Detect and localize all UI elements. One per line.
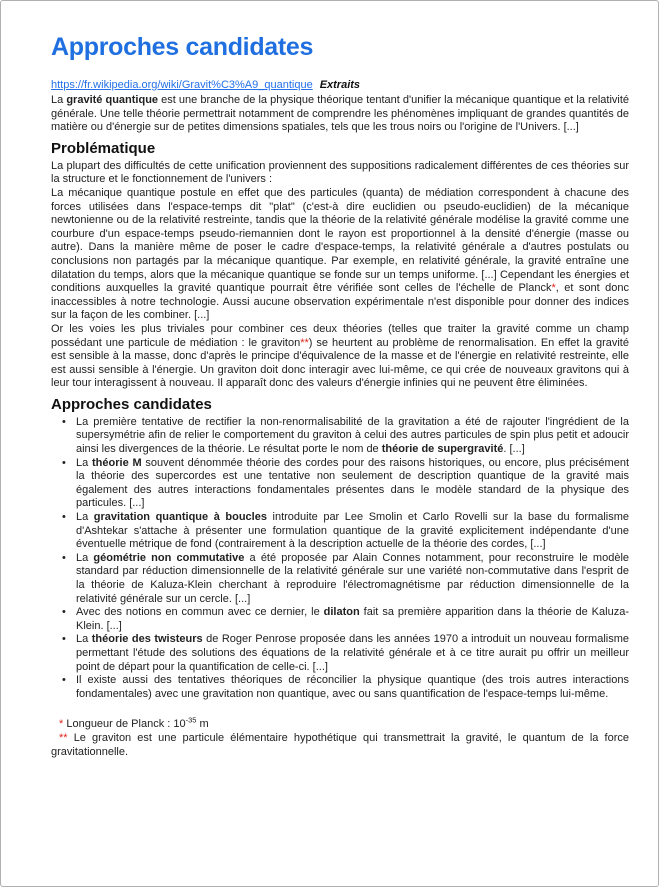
heading-problematique: Problématique — [51, 139, 156, 157]
approach-item: • La géométrie non commutative a été proposée par Alain Connes notamment, pour reconstruire le modèle standard par réduction dimensionnelle de la relativité générale sur une variété non-commutative dans l'esprit de la théorie de Kaluza-Klein cherchant à reproduire l'électromagnétisme par réduction dimensionnelle de la relativité générale sur un cercle. [...] — [51, 552, 629, 606]
paragraph-mecanique: La mécanique quantique postule en effet que des particules (quanta) de médiation correspondent à chacune des forces utilisées dans l'espace-temps dit "plat" (c'est-à dire euclidien ou pseudo-euclidien) de la mécanique newtonienne ou de la relativité restreinte, tandis que la théorie de la relativité générale modélise la gravité comme une courbure d'un espace-temps pseudo-riemannien dont le rayon est proportionnel à la densité d'énergie (masse ou autre). Dans la manière même de poser le cadre d'espace-temps, la relativité générale a d'autres postulats ou conclusions non partagés par la mécanique quantique. Par exemple, en relativité générale, la gravité entraîne une dilatation du temps, alors que la mécanique quantique se fonde sur un temps uniforme. [...] Cependant les énergies et conditions auxquelles la gravité quantique pourrait être vérifiée sont celles de l'échelle de Planck*, et sont donc inaccessibles à notre technologie. Aussi aucune observation expérimentale n'est disponible pour donner des indices sur la façon de les combiner. [...] — [51, 186, 629, 322]
approach-item: • La théorie des twisteurs de Roger Penrose proposée dans les années 1970 a introduit un nouveau formalisme permettant l'étude des solutions des équations de la relativité générale et à ce titre aurait pu offrir un meilleur point de départ pour la quantification de celle-ci. [...] — [51, 633, 629, 674]
extraits-label: Extraits — [319, 79, 361, 91]
page-title: Approches candidates — [51, 33, 314, 61]
footnote-graviton: ** Le graviton est une particule élémentaire hypothétique qui transmettrait la gravité, le quantum de la force gravitationnelle. — [51, 731, 629, 758]
approach-item: • La théorie M souvent dénommée théorie des cordes pour des raisons historiques, ou encore, plus précisément la théorie des supercordes est une tentative non seulement de description quantique de la gravité mais également des autres interactions fondamentales présentes dans le modèle standard de la physique des particules. [...] — [51, 457, 629, 511]
approach-item: • La gravitation quantique à boucles introduite par Lee Smolin et Carlo Rovelli sur la base du formalisme d'Ashtekar s'attache à présenter une formulation quantique de la gravité explicitement indépendante d'une éventuelle métrique de fond (contrairement à la description actuelle de la théorie des cordes, [...] — [51, 511, 629, 552]
approach-item: • Il existe aussi des tentatives théoriques de réconcilier la physique quantique (des trois autres interactions fondamentales) avec une gravitation non quantique, avec ou sans quantification de l'espace-temps lui-même. — [51, 674, 629, 701]
source-line — [51, 78, 629, 92]
intro-paragraph: La gravité quantique est une branche de la physique théorique tentant d'unifier la mécanique quantique et la relativité générale. Une telle théorie permettrait notamment de comprendre les phénomènes impliquant de grandes quantités de matière ou d'énergie sur de petites dimensions spatiales, tels que les trous noirs ou l'origine de l'Univers. [...] — [51, 94, 630, 134]
wikipedia-link[interactable]: https://fr.wikipedia.org/wiki/Gravit%C3%A9_quantique — [51, 79, 313, 91]
approaches-list — [51, 416, 629, 701]
approach-item: • Avec des notions en commun avec ce dernier, le dilaton fait sa première apparition dans la théorie de Kaluza-Klein. [...] — [51, 606, 629, 633]
heading-approches: Approches candidates — [51, 395, 212, 413]
approach-item: • La première tentative de rectifier la non-renormalisabilité de la gravitation a été de rajouter l'ingrédient de la supersymétrie afin de relier le comportement du graviton à celui des autres particules de spin plus petit et adoucir ainsi les divergences de la théorie. Le résultat porte le nom de théorie de supergravité. [...] — [51, 416, 629, 457]
footnote-planck: * Longueur de Planck : $10^{-35}$ m — [59, 715, 209, 731]
paragraph-unification: La plupart des difficultés de cette unification proviennent des suppositions radicalement différentes de ces théories sur la structure et le fonctionnement de l'univers : — [51, 159, 629, 186]
paragraph-voies: Or les voies les plus triviales pour combiner ces deux théories (telles que traiter la gravité comme un champ possédant une particule de médiation : le graviton**) se heurtent au problème de renormalisation. En effet la gravité est sensible à la masse, donc d'après le principe d'équivalence de la masse et de l'énergie en relativité restreinte, elle est aussi sensible à l'énergie. Un graviton doit donc interagir avec lui-même, ce qui crée de nouveaux gravitons qui à leur tour interagissent à nouveau. Il apparaît donc des valeurs d'énergie infinies qui ne peuvent être éliminées. — [51, 322, 629, 390]
footnotes — [51, 715, 629, 759]
